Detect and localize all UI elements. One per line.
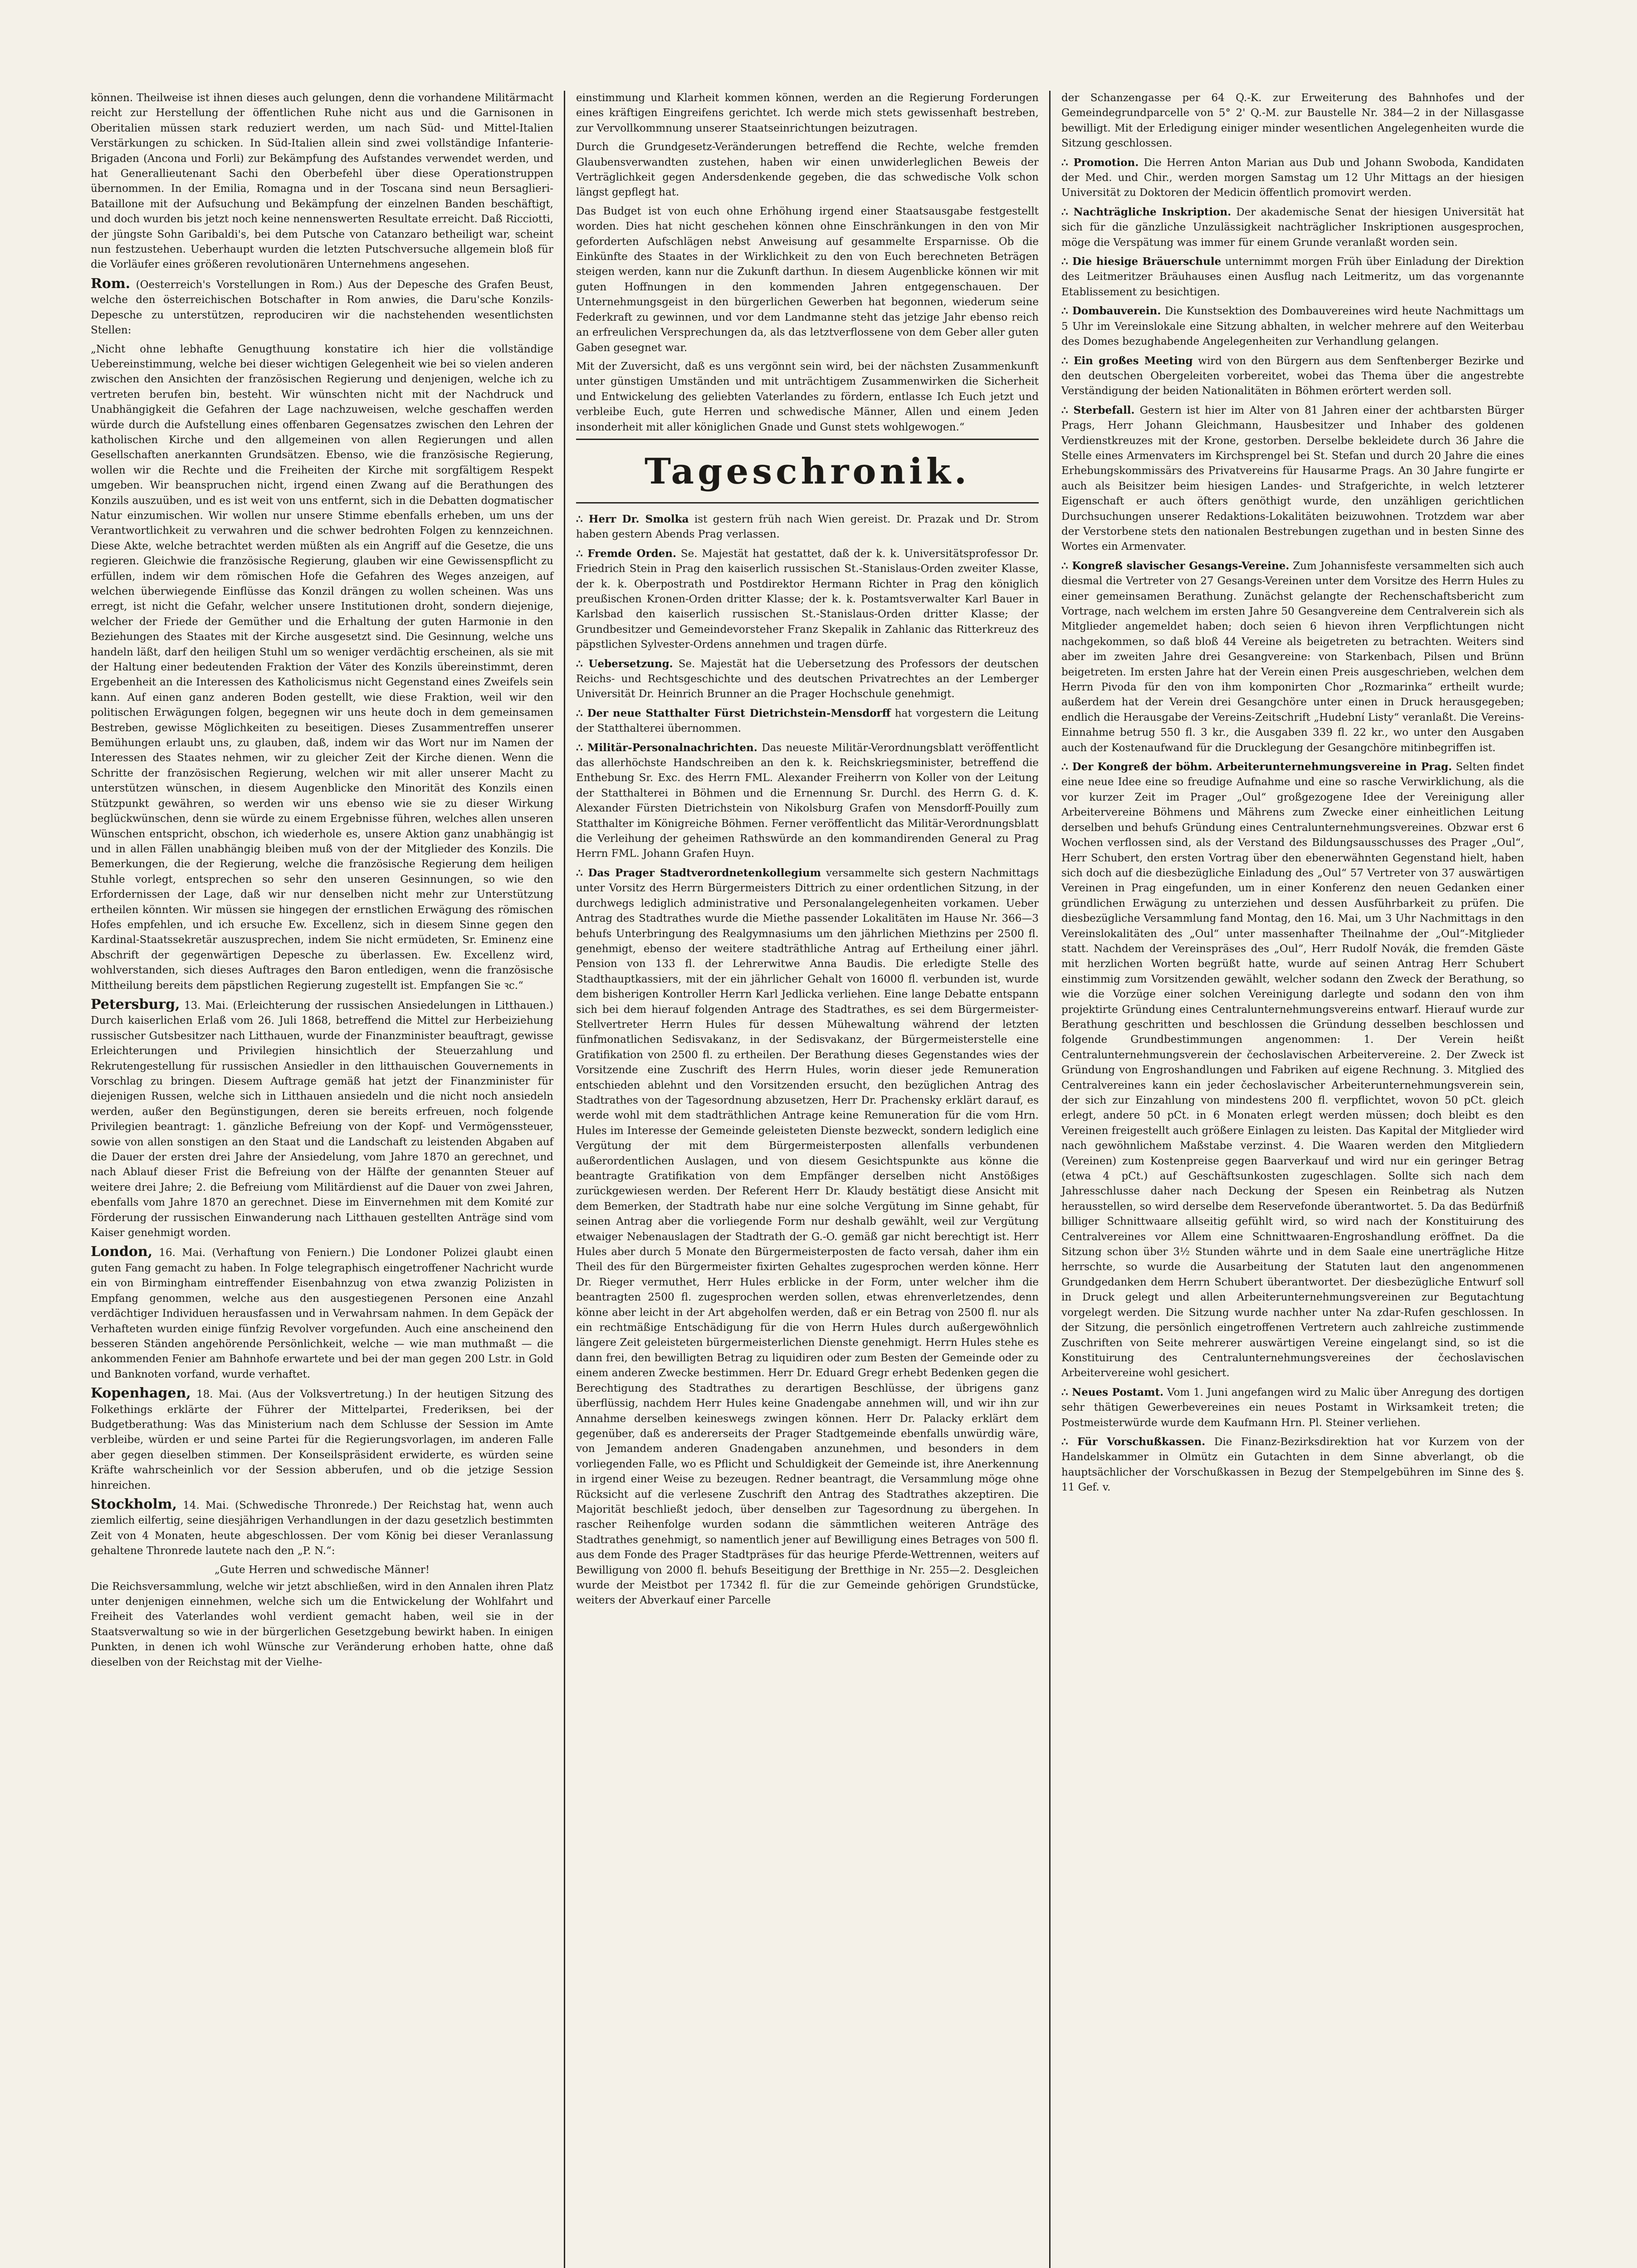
article-paragraph: ∴ Militär-Personalnachrichten. Das neueste Militär-Verordnungsblatt veröffentlicht das allerhöchste Handschreiben an den k. k. Reichskriegsminister, betreffend die Enthebung Sr. Exc. des Herrn FML. Alexander Freiherrn von Koller von der Leitung der Statthalterei in Böhmen und die Ernennung Sr. Durchl. des Herrn G. d. K. Alexander Fürsten Dietrichstein von Nikolsburg Grafen von Mensdorff-Pouilly zum Statthalter im Königreiche Böhmen. Ferner veröffentlicht das Militär-Verordnungsblatt die Verleihung der geheimen Rathswürde an den kommandirenden General zu Prag Herrn FML. Johann Grafen Huyn.	[576, 741, 1042, 860]
article-paragraph: Stockholm, 14. Mai. (Schwedische Thronrede.) Der Reichstag hat, wenn auch ziemlich eilfertig, seine diesjährigen Verhandlungen in der dazu gesetzlich bestimmten Zeit von 4 Monaten, heute abgeschlossen. Der vom König bei dieser Veranlassung gehaltene Thronrede lautete nach den „P. N.“:	[91, 1496, 557, 1557]
article-paragraph: ∴ Neues Postamt. Vom 1. Juni angefangen wird zu Malic über Anregung des dortigen sehr thätigen Gewerbevereines ein neues Postamt in Wirksamkeit treten; die Postmeisterwürde wurde dem Kaufmann Hrn. Pl. Steiner verliehen.	[1061, 1386, 1528, 1429]
column-right	[1061, 91, 1528, 2268]
article-lead: ∴ Uebersetzung.	[576, 657, 673, 670]
article-paragraph: ∴ Der Kongreß der böhm. Arbeiterunternehmungsvereine in Prag. Selten findet eine neue Idee eine so freudige Aufnahme und eine so rasche Verwirklichung, als die vor kurzer Zeit im Prager „Oul“ großgezogene Idee der Vereinigung aller Arbeitervereine Böhmens und Mährens zum Zwecke einer einheitlichen Leitung derselben und behufs Gründung eines Centralunternehmungsvereines. Obzwar erst 6 Wochen verflossen sind, als der Verstand des Bildungsausschusses des Prager „Oul“, Herr Schubert, den ersten Vortrag über den ebenerwähnten Gegenstand hielt, haben sich doch auf die diesbezügliche Einladung des „Oul“ 57 Vertreter von 37 auswärtigen Vereinen in Prag eingefunden, um in einer Konferenz den neuen Gedanken einer gründlichen Erwägung zu unterziehen und dessen Ausführbarkeit zu prüfen. Die diesbezügliche Versammlung fand Montag, den 16. Mai, um 3 Uhr Nachmittags in den Vereinslokalitäten des „Oul“ unter massenhafter Theilnahme der „Oul“-Mitglieder statt. Nachdem der Vereinspräses des „Oul“, Herr Rudolf Novák, die fremden Gäste mit herzlichen Worten begrüßt hatte, wurde auf seinen Antrag Herr Schubert einstimmig zum Vorsitzenden gewählt, welcher sodann den Zweck der Berathung, so wie die Vorzüge einer solchen Vereinigung darlegte und sodann den von ihm projektirte Gründung eines Centralunternehmungsvereins entwarf. Hierauf wurde zur Berathung geschritten und beschlossen die Gründung desselben beschlossen und folgende Grundbestimmungen angenommen: 1. Der Verein heißt Centralunternehmungsverein der čechoslavischen Arbeitervereine. 2. Der Zweck ist Gründung von Engroshandlungen und Fabriken auf eigene Rechnung. 3. Mitglied des Centralvereines kann ein jeder čechoslavischer Arbeiterunternehmungsverein sein, der sich zur Einzahlung von mindestens 200 fl. verpflichtet, wovon 50 pCt. gleich erlegt, andere 50 pCt. in 6 Monaten erlegt werden müssen; doch bleibt es den Vereinen freigestellt auch größere Einlagen zu leisten. Das Kapital der Mitglieder wird nach gewöhnlichem Maßstabe verzinst. 4. Die Waaren werden den Mitgliedern (Vereinen) zum Kostenpreise gegen Baarverkauf und wird nur ein geringer Betrag (etwa 4 pCt.) auf Geschäftsunkosten zugeschlagen. Sollte sich nach dem Jahresschlusse daher nach Deckung der Spesen ein Reinbetrag als Nutzen herausstellen, so wird derselbe dem Reservefonde überantwortet. 5. Da das Bedürfniß billiger Schnittwaare allseitig gefühlt wird, so wird nach der Konstituirung des Centralvereines vor Allem eine Schnittwaaren-Engroshandlung eröffnet. Da die Sitzung schon über 3½ Stunden währte und in dem Saale eine unerträgliche Hitze herrschte, so wurde die Ausarbeitung der Statuten laut den angenommenen Grundgedanken dem Herrn Schubert überantwortet. Der diesbezügliche Entwurf soll in Druck gelegt und allen Arbeiterunternehmungsvereinen zur Begutachtung vorgelegt werden. Die Sitzung wurde nachher unter Na zdar-Rufen geschlossen. In der Sitzung, die persönlich eingetroffenen Vertretern auch zahlreiche zustimmende Zuschriften von Seite mehrerer auswärtigen Vereine eingelangt sind, so ist die Konstituirung des Centralunternehmungsvereines der čechoslavischen Arbeitervereine wohl gesichert.	[1061, 761, 1528, 1379]
section-title: Tageschronik.	[644, 450, 971, 492]
article-paragraph: ∴ Uebersetzung. Se. Majestät hat die Uebersetzung des Professors der deutschen Reichs- und Rechtsgeschichte und des deutschen Privatrechtes an der Lemberger Universität Dr. Heinrich Brunner an die Prager Hochschule genehmigt.	[576, 657, 1042, 700]
article-paragraph: ∴ Dombauverein. Die Kunstsektion des Dombauvereines wird heute Nachmittags um 5 Uhr im Vereinslokale eine Sitzung abhalten, in welcher mehrere auf den Weiterbau des Domes bezughabende Angelegenheiten zur Verhandlung gelangen.	[1061, 305, 1528, 348]
article-paragraph: ∴ Fremde Orden. Se. Majestät hat gestattet, daß der k. k. Universitätsprofessor Dr. Friedrich Stein in Prag den kaiserlich russischen St.-Stanislaus-Orden zweiter Klasse, der k. k. Oberpostrath und Postdirektor Hermann Richter in Prag den königlich preußischen Kronen-Orden dritter Klasse; der k. k. Postamtsverwalter Karl Bauer in Karlsbad den kaiserlich russischen St.-Stanislaus-Orden dritter Klasse; der Grundbesitzer und Gemeindevorsteher Franz Skepalik in Zahlanic das Ritterkreuz des päpstlichen Sylvester-Ordens annehmen und tragen dürfe.	[576, 547, 1042, 651]
article-lead: ∴ Das Prager Stadtverordnetenkollegium	[576, 866, 821, 879]
article-lead: ∴ Für Vorschußkassen.	[1061, 1435, 1206, 1448]
article-paragraph: Rom. (Oesterreich's Vorstellungen in Rom.) Aus der Depesche des Grafen Beust, welche den österreichischen Botschafter in Rom anwies, die Daru'sche Konzils-Depesche zu unterstützen, reproduciren wir die nachstehenden wesentlichsten Stellen:	[91, 275, 557, 337]
article-paragraph: ∴ Die hiesige Bräuerschule unternimmt morgen Früh über Einladung der Direktion des Leitmeritzer Bräuhauses einen Ausflug nach Leitmeritz, um das vorgenannte Etablissement zu besichtigen.	[1061, 255, 1528, 298]
article-paragraph: ∴ Das Prager Stadtverordnetenkollegium versammelte sich gestern Nachmittags unter Vorsitz des Herrn Bürgermeisters Dittrich zu einer ordentlichen Sitzung, in der durchwegs lediglich administrative und Personalangelegenheiten vorkamen. Ueber Antrag des Stadtrathes wurde die Miethe passender Lokalitäten im Hause Nr. 366—3 behufs Unterbringung des Realgymnasiums um den jährlichen Miethzins per 2500 fl. genehmigt, ebenso der weitere stadträthliche Antrag auf Ertheilung einer jährl. Pension von 133 fl. der Lehrerwitwe Anna Baudis. Die erledigte Stelle des Stadthauptkassiers, mit der ein jährlicher Gehalt von 16000 fl. verbunden ist, wurde dem bisherigen Kontroller Herrn Karl Jedlicka verliehen. Eine lange Debatte entspann sich bei dem hierauf folgenden Antrage des Stadtrathes, es sei dem Bürgermeister-Stellvertreter Herrn Hules für dessen Mühewaltung während der letzten fünfmonatlichen Sedisvakanz, in der Sedisvakanz, der Bürgermeisterstelle eine Gratifikation von 2500 fl. zu ertheilen. Der Berathung dieses Gegenstandes wies der Vorsitzende eine Zuschrift des Herrn Hules, worin dieser jede Remuneration entschieden ablehnt und den Vorsitzenden ersucht, den bezüglichen Antrag des Stadtrathes von der Tagesordnung abzusetzen, Herr Dr. Prachensky erklärt darauf, es werde wohl mit dem stadträthlichen Antrage keine Remuneration für die vom Hrn. Hules im Interesse der Gemeinde geleisteten Dienste bezweckt, sondern lediglich eine Vergütung der mit dem Bürgermeisterposten allenfalls verbundenen außerordentlichen Auslagen, und von diesem Gesichtspunkte aus könne die beantragte Gratifikation von dem Empfänger derselben nicht Anstößiges zurückgewiesen werden. Der Referent Herr Dr. Klaudy bestätigt diese Ansicht mit dem Bemerken, der Stadtrath habe nur eine solche Vergütung im Sinne gehabt, für seinen Antrag aber die vorliegende Form nur deshalb gewählt, weil zur Vergütung etwaiger Nebenauslagen der Stadtrath der G.-O. gemäß gar nicht berechtigt ist. Herr Hules aber durch 5 Monate den Bürgermeisterposten de facto versah, daher ihm ein Theil des für den Bürgermeister fixirten Gehaltes zugesprochen werden könne. Herr Dr. Rieger vermuthet, Herr Hules erblicke in der Form, unter welcher ihm die beantragten 2500 fl. zugesprochen werden sollen, etwas ehrenverletzendes, denn könne aber leicht in der Art abgeholfen werden, daß er ein Betrag von 2500 fl. nur als ein rechtmäßige Entschädigung für die von Herrn Hules durch außergewöhnlich längere Zeit geleisteten bürgermeisterlichen Dienste genehmigt. Herrn Hules stehe es dann frei, den bewilligten Betrag zu liquidiren oder zum Besten der Gemeinde oder zu einem anderen Zwecke bestimmen. Herr Dr. Eduard Gregr erhebt Bedenken gegen die Berechtigung des Stadtrathes zu derartigen Beschlüsse, der übrigens ganz überflüssig, nachdem Herr Hules keine Gnadengabe annehmen will, und wir ihn zur Annahme derselben keineswegs zwingen können. Herr Dr. Palacky erklärt dem gegenüber, daß es andererseits der Prager Stadtgemeinde ebenfalls unwürdig wäre, von Jemandem anderen Gnadengaben anzunehmen, und besonders in dem vorliegenden Falle, wo es Pflicht und Schuldigkeit der Gemeinde ist, ihre Anerkennung in irgend einer Weise zu bezeugen. Redner beantragt, die Versammlung möge ohne Rücksicht auf die verlesene Zuschrift den Antrag des Stadtrathes akzeptiren. Die Majorität beschließt jedoch, über denselben zur Tagesordnung zu übergehen. In rascher Reihenfolge wurden sodann die sämmtlichen weiteren Anträge des Stadtrathes genehmigt, so namentlich jener auf Bewilligung eines Betrages von 500 fl. aus dem Fonde des Prager Stadtpräses für das heurige Pferde-Wettrennen, weiters auf Bewilligung von 2000 fl. behufs Beseitigung der Bretthige in Nr. 255—2. Desgleichen wurde der Meistbot per 17342 fl. für die zur Gemeinde gehörigen Grundstücke, weiters der Abverkauf einer Parcelle	[576, 866, 1042, 1607]
column-middle	[576, 91, 1042, 2268]
article-paragraph: Durch die Grundgesetz-Veränderungen betreffend die Rechte, welche fremden Glaubensverwandten zustehen, haben wir einen unwiderleglichen Beweis der Verträglichkeit gegen Andersdenkende gegeben, die das schwedische Volk schon längst gepflegt hat.	[576, 141, 1042, 199]
section-title-wrap	[576, 451, 1039, 492]
article-paragraph: ∴ Der neue Statthalter Fürst Dietrichstein-Mensdorff hat vorgestern die Leitung der Statthalterei übernommen.	[576, 707, 1042, 735]
section-rule	[576, 502, 1039, 503]
article-paragraph: ∴ Nachträgliche Inskription. Der akademische Senat der hiesigen Universität hat sich für die gänzliche Unzulässigkeit nachträglicher Inskriptionen ausgesprochen, möge die Verspätung was immer für einem Grunde veranlaßt worden sein.	[1061, 205, 1528, 249]
article-lead: ∴ Promotion.	[1061, 156, 1139, 169]
article-lead: Rom.	[91, 275, 131, 292]
article-paragraph: London, 16. Mai. (Verhaftung von Feniern.) Die Londoner Polizei glaubt einen guten Fang gemacht zu haben. In Folge telegraphisch eingetroffener Nachricht wurde ein von Birmingham eintreffender Eisenbahnzug von etwa zwanzig Polizisten in Empfang genommen, welche aus den ausgestiegenen Personen eine Anzahl verdächtiger Individuen herausfassen und in Verwahrsam nahmen. In dem Gepäck der Verhafteten wurden einige fünfzig Revolver vorgefunden. Auch eine anscheinend den besseren Ständen angehörende Persönlichkeit, welche — wie man muthmaßt — die ankommenden Fenier am Bahnhofe erwartete und bei der man gegen 200 Lstr. in Gold und Banknoten vorfand, wurde verhaftet.	[91, 1244, 557, 1380]
article-lead: ∴ Die hiesige Bräuerschule	[1061, 255, 1222, 268]
article-paragraph: einstimmung und Klarheit kommen können, werden an die Regierung Forderungen eines kräftigen Eingreifens gerichtet. Ich werde mich stets gewissenhaft bestreben, zur Vervollkommnung unserer Staatseinrichtungen beizutragen.	[576, 92, 1042, 134]
article-paragraph: Mit der Zuversicht, daß es uns vergönnt sein wird, bei der nächsten Zusammenkunft unter günstigen Umständen und mit unträchtigem Zusammenwirken die Sicherheit und Entwickelung des geliebten Vaterlandes zu fördern, entlasse Ich Euch jetzt und verbleibe Euch, gute Herren und schwedische Männer, Allen und einem Jeden insonderheit mit aller königlichen Gnade und Gunst stets wohlgewogen.“	[576, 360, 1042, 433]
article-lead: ∴ Militär-Personalnachrichten.	[576, 741, 757, 754]
quote-line: „Gute Herren und schwedische Männer!	[214, 1564, 430, 1576]
article-lead: Stockholm,	[91, 1496, 177, 1512]
article-paragraph: ∴ Kongreß slavischer Gesangs-Vereine. Zum Johannisfeste versammelten sich auch diesmal die Vertreter von 27 Gesangs-Vereinen unter dem Vorsitze des Herrn Hules zu einer gemeinsamen Berathung. Zunächst gelangte der Rechenschaftsbericht zum Vortrage, nach welchem im ersten Jahre 50 Gesangvereine dem Centralverein sich als Mitglieder angemeldet haben; doch seien 6 hievon ihren Verpflichtungen nicht nachgekommen, so daß bloß 44 Vereine als beigetreten zu betrachten. Weiters sind aber im zweiten Jahre drei Gesangvereine: von Starkenbach, Pilsen und Brünn beigetreten. Im ersten Jahre hat der Verein einen Preis ausgeschrieben, welchen dem Herrn Pivoda für den von ihm komponirten Chor „Rozmarinka“ ertheilt wurde; außerdem hat der Verein drei Gesangchöre unter einen in Druck herausgegeben; endlich die Herausgabe der Vereins-Zeitschrift „Hudební Listy“ veranlaßt. Die Vereins-Einnahme betrug 550 fl. 3 kr., die Ausgaben 339 fl. 22 kr., wo unter den Ausgaben auch der Kostenaufwand für die Drucklegung der Gesangchöre mitinbegriffen ist.	[1061, 559, 1528, 754]
article-lead: ∴ Kongreß slavischer Gesangs-Vereine.	[1061, 559, 1290, 572]
column-divider	[1049, 91, 1051, 2268]
article-paragraph: Kopenhagen, 18. Mai. (Aus der Volksvertretung.) In der heutigen Sitzung des Folkethings erklärte der Führer der Mittelpartei, Frederiksen, bei der Budgetberathung: Was das Ministerium nach dem Schlusse der Session im Amte verbleibe, würden er und seine Partei für die Regierungsvorlagen, im anderen Falle aber gegen dieselben stimmen. Der Konseilspräsident erwiderte, es würden seine Kräfte wahrscheinlich vor der Session abberufen, und ob die jetzige Session hinreichen.	[91, 1385, 557, 1491]
article-paragraph: „Nicht ohne lebhafte Genugthuung konstatire ich hier die vollständige Uebereinstimmung, welche bei dieser wichtigen Gelegenheit wie bei so vielen anderen zwischen den Ansichten der französischen Regierung und denjenigen, welche ich zu vertreten berufen bin, besteht. Wir wünschten nicht mit der Nachdruck und Unabhängigkeit die Gefahren der Lage nachzuweisen, welche geschaffen werden würde durch die Aufstellung eines offenbaren Gegensatzes zwischen den Lehren der katholischen Kirche und den allgemeinen von allen Regierungen und allen Gesellschaften anerkannten Grundsätzen. Ebenso, wie die französische Regierung, wollen wir die Rechte und die Freiheiten der Kirche mit sorgfältigem Respekt umgeben. Wir beanspruchen nicht, irgend einen Zwang auf die Berathungen des Konzils auszuüben, und es ist weit von uns entfernt, sich in die Debatten dogmatischer Natur einzumischen. Wir wollen nur unsere Stimme ebenfalls erheben, um uns der Verantwortlichkeit zu verwahren und die schwer bedrohten Folgen zu kennzeichnen. Diese Akte, welche betrachtet werden müßten als ein Angriff auf die Gesetze, die uns regieren. Gleichwie die französische Regierung, glauben wir eine Gewissenspflicht zu erfüllen, indem wir dem römischen Hofe die Gefahren des Weges anzeigen, auf welchen überwiegende Einflüsse das Konzil drängen zu wollen scheinen. Was uns erregt, ist nicht die Gefahr, welcher unsere Institutionen droht, sondern diejenige, welcher der Friede der Gemüther und die Erhaltung der guten Harmonie in den Beziehungen des Staates mit der Kirche ausgesetzt sind. Die Gesinnung, welche uns handeln läßt, darf den heiligen Stuhl um so weniger verdächtig erscheinen, als sie mit der Haltung einer bedeutenden Fraktion der Väter des Konzils übereinstimmt, deren Ergebenheit an die Interessen des Katholicismus nicht Gegenstand eines Zweifels sein kann. Auf einen ganz anderen Boden gestellt, wie diese Fraktion, weil wir den politischen Erwägungen folgen, begegnen wir uns heute doch in dem gemeinsamen Bestreben, gewisse Möglichkeiten zu beseitigen. Dieses Zusammentreffen unserer Bemühungen erlaubt uns, zu glauben, daß, indem wir das Wort nur im Namen der Interessen des Staates nehmen, wir zu gleicher Zeit der Kirche dienen. Wenn die Schritte der französischen Regierung, welchen wir mit aller unserer Macht zu unterstützen wünschen, in diesem Augenblicke den Minorität des Konzils einen Stützpunkt gewähren, so werden wir uns ebenso wie sie zu dieser Wirkung beglückwünschen, denn sie würde zu einem Ergebnisse führen, welches allen unseren Wünschen entspricht, obschon, ich wiederhole es, unsere Aktion ganz unabhängig ist und in allen Fällen unabhängig bleiben muß von der der Mitglieder des Konzils. Die Bemerkungen, die der Regierung, welche die französische Regierung dem heiligen Stuhle vorlegt, entsprechen so sehr den unseren Gesinnungen, so wie den Erfordernissen der Lage, daß wir nur denselben nicht mehr zur Unterstützung ertheilen könnten. Wir müssen sie hingegen der ernstlichen Erwägung des römischen Hofes empfehlen, und ich ersuche Ew. Excellenz, sich in diesem Sinne gegen den Kardinal-Staatssekretär auszusprechen, indem Sie nicht ermüdeten, Sr. Eminenz eine Abschrift der gegenwärtigen Depesche zu überlassen. Ew. Excellenz wird, wohlverstanden, sich dieses Auftrages den Baron entledigen, wenn die französische Mittheilung bereits dem päpstlichen Regierung zugestellt ist. Empfangen Sie ꝛc.“	[91, 343, 557, 992]
column-left	[91, 91, 557, 2268]
article-paragraph: ∴ Promotion. Die Herren Anton Marian aus Dub und Johann Swoboda, Kandidaten der Med. und Chir., werden morgen Samstag um 12 Uhr Mittags an der hiesigen Universität zu Doktoren der Medicin öffentlich promovirt werden.	[1061, 156, 1528, 199]
article-lead: ∴ Herr Dr. Smolka	[576, 513, 689, 525]
article-lead: ∴ Fremde Orden.	[576, 547, 677, 560]
article-paragraph: Die Reichsversammlung, welche wir jetzt abschließen, wird in den Annalen ihren Platz unter denjenigen einnehmen, welche sich um die Entwickelung der Wohlfahrt und Freiheit des Vaterlandes wohl verdient gemacht haben, weil sie in der Staatsverwaltung so wie in der bürgerlichen Gesetzgebung bewirkt haben. In einigen Punkten, in denen ich wohl Wünsche zur Veränderung erhoben hatte, ohne daß dieselben von der Reichstag mit der Vielhe-	[91, 1580, 557, 1668]
article-lead: ∴ Ein großes Meeting	[1061, 354, 1193, 367]
article-paragraph: der Schanzengasse per 64 Q.-K. zur Erweiterung des Bahnhofes und der Gemeindegrundparcelle von 5° 2' Q.-M. zur Baustelle Nr. 384—2 in der Nillasgasse bewilligt. Mit der Erledigung einiger minder wesentlichen Angelegenheiten wurde die Sitzung geschlossen.	[1061, 92, 1528, 150]
article-paragraph: ∴ Für Vorschußkassen. Die Finanz-Bezirksdirektion hat vor Kurzem von der Handelskammer in Olmütz ein Gutachten in dem Sinne abverlangt, ob die hauptsächlicher der Vorschußkassen in Bezug der Stempelgebühren im Sinne des §. 11 Gef. v.	[1061, 1435, 1528, 1494]
article-paragraph: Petersburg, 13. Mai. (Erleichterung der russischen Ansiedelungen in Litthauen.) Durch kaiserlichen Erlaß vom 26. Juli 1868, betreffend die Mittel zur Herbeiziehung russischer Gutsbesitzer nach Litthauen, wurde der Finanzminister beauftragt, gewisse Erleichterungen und Privilegien hinsichtlich der Steuerzahlung und Rekrutengestellung für russischen Ansiedler in den litthauischen Gouvernements in Vorschlag zu bringen. Diesem Auftrage gemäß hat jetzt der Finanzminister für diejenigen Russen, welche sich in Litthauen ansiedeln und die nicht noch ansiedeln werden, außer den Begünstigungen, deren sie bereits erfreuen, noch folgende Privilegien beantragt: 1. gänzliche Befreiung von der Kopf- und Vermögenssteuer, sowie von allen sonstigen an den Staat und die Landschaft zu leistenden Abgaben auf die Dauer der ersten drei Jahre der Ansiedelung, vom Jahre 1870 an gerechnet, und nach Ablauf dieser Frist die Befreiung von der Hälfte der genannten Steuer auf weitere drei Jahre; 2. die Befreiung vom Militärdienst auf die Dauer von zwei Jahren, ebenfalls vom Jahre 1870 an gerechnet. Diese im Einvernehmen mit dem Komité zur Förderung der russischen Einwanderung nach Litthauen gestellten Anträge sind vom Kaiser genehmigt worden.	[91, 996, 557, 1239]
article-paragraph: ∴ Herr Dr. Smolka ist gestern früh nach Wien gereist. Dr. Prazak und Dr. Strom haben gestern Abends Prag verlassen.	[576, 513, 1042, 541]
article-lead: Kopenhagen,	[91, 1385, 191, 1402]
column-divider	[564, 91, 565, 2268]
article-lead: ∴ Neues Postamt.	[1061, 1386, 1164, 1398]
article-lead: ∴ Der neue Statthalter Fürst Dietrichstein-Mensdorff	[576, 707, 891, 719]
article-paragraph: ∴ Sterbefall. Gestern ist hier im Alter von 81 Jahren einer der achtbarsten Bürger Prags, Herr Johann Gleichmann, Hausbesitzer und Inhaber des goldenen Verdienstkreuzes mit der Krone, gestorben. Derselbe bekleidete durch 36 Jahre die Stelle eines Armenvaters im Kirchsprengel bei St. Stefan und durch 20 Jahre die eines Erhebungskommissärs des Privatvereins für Hausarme Prags. An 30 Jahre fungirte er auch als Beisitzer beim hiesigen Landes- und Strafgerichte, in welch letzterer Eigenschaft er auch öfters genöthigt wurde, den unzähligen gerichtlichen Durchsuchungen unserer Redaktions-Lokalitäten beizuwohnen. Trotzdem war aber der Verstorbene stets den nationalen Bestrebungen zugethan und in besten Sinne des Wortes ein Armenvater.	[1061, 404, 1528, 553]
article-lead: ∴ Nachträgliche Inskription.	[1061, 205, 1231, 218]
article-paragraph: ∴ Ein großes Meeting wird von den Bürgern aus dem Senftenberger Bezirke und den deutschen Obergeleiten vorbereitet, wobei das Thema über die angestrebte Verständigung der beiden Nationalitäten in Böhmen erörtert werden soll.	[1061, 354, 1528, 397]
section-rule	[576, 439, 1039, 440]
article-paragraph: Das Budget ist von euch ohne Erhöhung irgend einer Staatsausgabe festgestellt worden. Dies hat nicht geschehen können ohne Einschränkungen in den von Mir geforderten Aufschlägen nebst Anweisung auf gesammelte Ersparnisse. Ob die Einkünfte des Staates in der Wirklichkeit zu den von Euch berechneten Beträgen steigen werden, kann nur die Zukunft darthun. In diesem Augenblicke können wir mit guten Hoffnungen in den kommenden Jahren entgegenschauen. Der Unternehmungsgeist in den bürgerlichen Gewerben hat begonnen, wiederum seine Federkraft zu gewinnen, und vor dem Landmanne steht das jetzige Jahr ebenso reich an erfreulichen Versprechungen da, als das letztverflossene von dem Geber aller guten Gaben gesegnet war.	[576, 205, 1042, 354]
article-lead: ∴ Dombauverein.	[1061, 305, 1161, 318]
article-lead: London,	[91, 1244, 153, 1260]
article-lead: ∴ Der Kongreß der böhm. Arbeiterunternehmungsvereine in Prag.	[1061, 761, 1452, 773]
article-paragraph: können. Theilweise ist ihnen dieses auch gelungen, denn die vorhandene Militärmacht reicht zur Herstellung der öffentlichen Ruhe nicht aus und die Garnisonen in Oberitalien müssen stark reduziert werden, um nach Süd- und Mittel-Italien Verstärkungen zu schicken. In Süd-Italien allein sind zwei vollständige Infanterie-Brigaden (Ancona und Forli) zur Bekämpfung des Aufstandes verwendet werden, und hat Generallieutenant Sachi den Oberbefehl über diese Operationstruppen übernommen. In der Emilia, Romagna und in der Toscana sind neun Bersaglieri-Bataillone mit der Aufsuchung und Bekämpfung der einzelnen Banden beschäftigt, und doch wurden bis jetzt noch keine nennenswerten Resultate erreicht. Daß Ricciotti, der jüngste Sohn Garibaldi's, bei dem Putsche von Catanzaro betheiligt war, scheint nun festzustehen. Ueberhaupt wurden die letzten Putschversuche allgemein bloß für die Vorläufer eines größeren revolutionären Unternehmens angesehen.	[91, 92, 557, 271]
article-lead: ∴ Sterbefall.	[1061, 404, 1135, 416]
article-lead: Petersburg,	[91, 996, 180, 1012]
